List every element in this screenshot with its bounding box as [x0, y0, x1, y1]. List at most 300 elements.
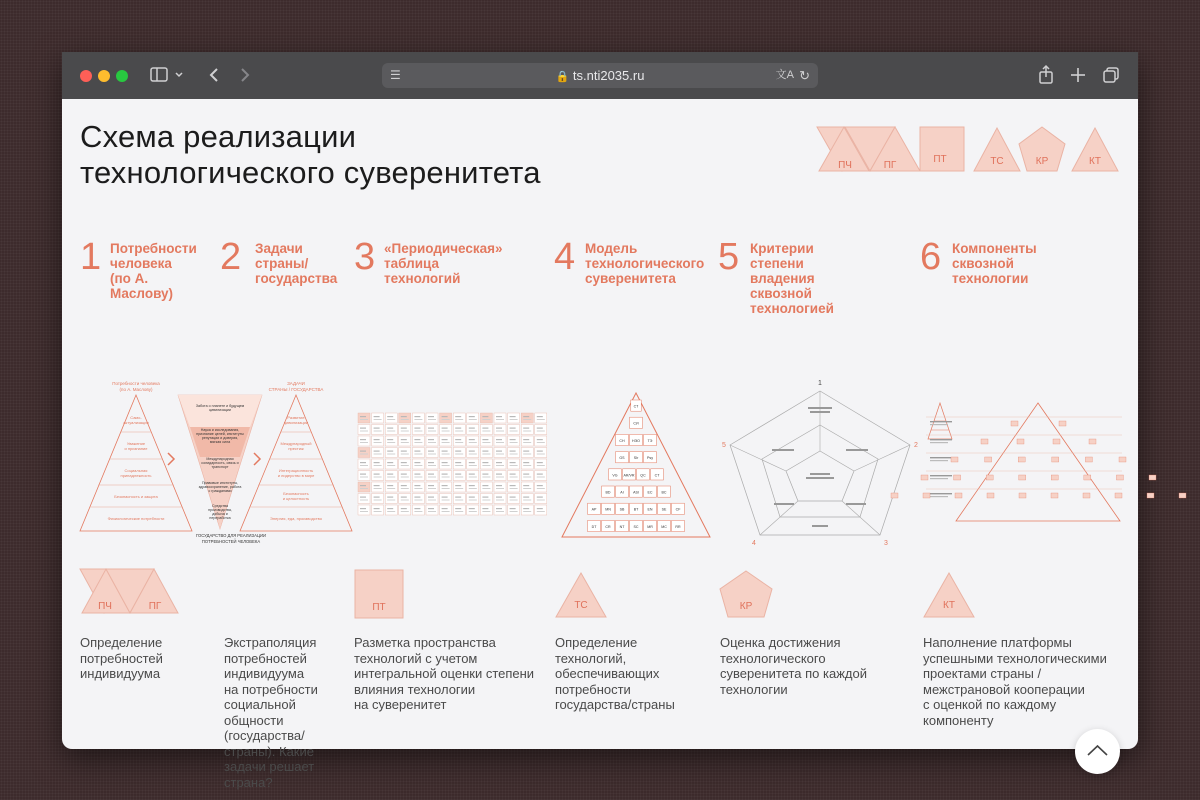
cell-text-placeholder: [455, 454, 463, 455]
table-cell: [412, 505, 424, 515]
cell-text-placeholder: [387, 488, 395, 489]
table-cell: [412, 425, 424, 435]
table-cell: [535, 494, 547, 504]
cell-text-placeholder: [387, 465, 395, 466]
step-title: [384, 241, 503, 286]
cell-text-placeholder: [496, 485, 502, 486]
table-cell: [508, 494, 520, 504]
share-icon[interactable]: [1038, 64, 1054, 86]
translate-icon[interactable]: 文A: [775, 69, 794, 81]
desc-line: с оценкой по каждому: [923, 697, 1057, 712]
element-label: DT: [591, 524, 597, 529]
component-cell: [1089, 439, 1096, 444]
back-icon[interactable]: [207, 64, 221, 86]
cell-text-placeholder: [510, 431, 518, 432]
component-cell: [1053, 439, 1060, 444]
sidebar-icon[interactable]: [150, 64, 186, 86]
cell-text-placeholder: [523, 451, 529, 452]
center-text: мягкая сила: [209, 440, 231, 444]
table-cell: [412, 459, 424, 469]
element-label: NT: [619, 524, 625, 529]
text-placeholder: [774, 503, 794, 505]
component-cell: [955, 493, 962, 498]
cell-text-placeholder: [360, 428, 366, 429]
cell-text-placeholder: [455, 442, 463, 443]
center-text: цивилизации: [209, 408, 231, 412]
component-cell: [1051, 493, 1058, 498]
diagram-footer: ПОТРЕБНОСТЕЙ ЧЕЛОВЕКА: [201, 539, 261, 544]
center-text: Средства: [212, 504, 228, 508]
chevron-up-icon: [1075, 729, 1120, 774]
cell-text-placeholder: [523, 500, 531, 501]
cell-text-placeholder: [428, 439, 434, 440]
cell-text-placeholder: [537, 451, 543, 452]
cell-text-placeholder: [374, 419, 382, 420]
forward-icon[interactable]: [238, 64, 252, 86]
cell-text-placeholder: [455, 428, 461, 429]
component-cell: [1019, 475, 1026, 480]
legend-label-ts: ТС: [990, 156, 1004, 167]
element-label: MN: [605, 507, 611, 512]
desc-line: потребностей: [80, 650, 163, 666]
table-cell: [480, 448, 492, 458]
desc-line: социальной: [224, 697, 296, 712]
desc-line: Разметка пространства: [354, 635, 496, 650]
element-label: AP: [591, 507, 597, 512]
table-cell: [480, 459, 492, 469]
table-cell: [521, 482, 533, 492]
step-title-line: человека: [110, 256, 172, 271]
center-text: с гражданами: [208, 489, 232, 493]
element-label: EC: [647, 490, 653, 495]
table-cell: [521, 436, 533, 446]
cell-text-placeholder: [414, 477, 422, 478]
cell-text-placeholder: [537, 477, 545, 478]
desc-line: страна?: [224, 774, 273, 790]
center-text: производства,: [208, 508, 232, 512]
cell-text-placeholder: [414, 474, 420, 475]
cell-text-placeholder: [387, 474, 393, 475]
pentagon-spoke: [854, 445, 910, 471]
cell-text-placeholder: [360, 508, 366, 509]
cell-text-placeholder: [510, 477, 518, 478]
text-placeholder: [810, 411, 830, 413]
table-cell: [521, 459, 533, 469]
cell-text-placeholder: [455, 465, 463, 466]
badge-label-ph: ПЧ: [98, 601, 112, 612]
cell-text-placeholder: [455, 431, 463, 432]
cell-text-placeholder: [414, 511, 422, 512]
right-level-text: Развитие: [287, 415, 305, 420]
step-4-description: [555, 635, 675, 713]
cell-text-placeholder: [442, 488, 450, 489]
table-cell: [358, 494, 370, 504]
table-cell: [426, 505, 438, 515]
cell-text-placeholder: [387, 500, 395, 501]
cell-text-placeholder: [537, 497, 543, 498]
desc-line: Оценка достижения: [720, 635, 841, 650]
legend-label-pg: ПГ: [883, 160, 897, 171]
badge-ts: [554, 571, 608, 619]
legend-label-kr: КР: [1035, 156, 1049, 167]
browser-toolbar: [62, 52, 1138, 99]
cell-text-placeholder: [469, 500, 477, 501]
cell-text-placeholder: [496, 497, 502, 498]
center-text: Международная: [206, 457, 234, 461]
cell-text-placeholder: [523, 462, 529, 463]
cell-text-placeholder: [537, 474, 543, 475]
step-3-description: [354, 635, 534, 713]
step-title-line: страны/: [255, 256, 309, 271]
cell-text-placeholder: [387, 462, 393, 463]
cell-text-placeholder: [510, 419, 518, 420]
cell-text-placeholder: [374, 474, 380, 475]
text-placeholder: [846, 449, 868, 451]
step-6-description: [923, 635, 1107, 728]
element-label: СИ: [633, 421, 639, 426]
cell-text-placeholder: [510, 428, 516, 429]
cell-text-placeholder: [496, 431, 504, 432]
cell-text-placeholder: [455, 497, 461, 498]
component-cell: [1018, 457, 1025, 462]
legend-label-ph: ПЧ: [838, 160, 852, 171]
pentagon-spoke: [730, 445, 786, 471]
table-cell: [440, 482, 452, 492]
left-level-text: Физиологические потребности: [107, 516, 165, 521]
cell-text-placeholder: [442, 442, 450, 443]
left-level-text: Безопасность и защита: [114, 494, 158, 499]
cell-text-placeholder: [414, 497, 420, 498]
cell-text-placeholder: [360, 485, 366, 486]
cell-text-placeholder: [442, 500, 450, 501]
cell-text-placeholder: [482, 477, 490, 478]
cell-text-placeholder: [523, 497, 529, 498]
table-cell: [480, 482, 492, 492]
cell-text-placeholder: [442, 454, 450, 455]
component-cell: [1115, 493, 1122, 498]
desc-line: индивидуума: [224, 666, 305, 681]
desc-line: влияния технологии: [354, 681, 476, 697]
table-cell: [508, 459, 520, 469]
table-cell: [385, 413, 397, 423]
component-cell: [1051, 475, 1058, 480]
cell-text-placeholder: [496, 416, 502, 417]
cell-text-placeholder: [523, 439, 529, 440]
cell-text-placeholder: [537, 442, 545, 443]
text-placeholder: [810, 473, 830, 475]
cell-text-placeholder: [537, 488, 545, 489]
legend-shapes: [817, 125, 1122, 175]
desc-line: технологического: [720, 650, 826, 666]
table-cell: [467, 436, 479, 446]
browser-window: [62, 52, 1138, 790]
center-text: признание целей, институты: [196, 432, 244, 436]
cell-text-placeholder: [442, 416, 448, 417]
left-head-1: Потребности человека: [112, 381, 160, 386]
row-label-placeholder: [930, 442, 948, 443]
step-title-line: суверенитета: [585, 271, 676, 286]
table-cell: [494, 448, 506, 458]
cell-text-placeholder: [510, 439, 516, 440]
cell-text-placeholder: [387, 485, 393, 486]
cell-text-placeholder: [455, 500, 463, 501]
vertex-label: 1: [818, 380, 822, 387]
pentagon-spoke: [760, 501, 798, 535]
cell-text-placeholder: [537, 508, 543, 509]
desc-line: технологий,: [555, 650, 627, 666]
table-cell: [480, 505, 492, 515]
table-cell: [358, 505, 370, 515]
center-text: репутации и доверия,: [201, 436, 239, 440]
element-label: CT: [654, 473, 660, 478]
table-cell: [385, 459, 397, 469]
cell-text-placeholder: [428, 465, 436, 466]
table-cell: [440, 494, 452, 504]
cell-text-placeholder: [374, 511, 382, 512]
cell-text-placeholder: [401, 439, 407, 440]
table-cell: [412, 436, 424, 446]
table-cell: [508, 448, 520, 458]
element-label: SC: [633, 524, 639, 529]
cell-text-placeholder: [360, 462, 366, 463]
cell-text-placeholder: [523, 488, 531, 489]
table-cell: [453, 425, 465, 435]
step-number: 3: [354, 236, 376, 278]
table-cell: [372, 494, 384, 504]
cell-text-placeholder: [469, 488, 477, 489]
component-rows: [891, 417, 1186, 498]
cell-text-placeholder: [510, 454, 518, 455]
cell-text-placeholder: [414, 454, 422, 455]
table-cell: [535, 413, 547, 423]
page-content: [62, 99, 1138, 790]
cell-text-placeholder: [537, 419, 545, 420]
cell-text-placeholder: [374, 442, 382, 443]
cell-text-placeholder: [442, 497, 448, 498]
table-cell: [494, 471, 506, 481]
table-cell: [358, 436, 370, 446]
table-cell: [426, 436, 438, 446]
cell-text-placeholder: [469, 431, 477, 432]
cell-text-placeholder: [360, 488, 368, 489]
cell-text-placeholder: [469, 497, 475, 498]
desc-line: государства/страны: [555, 697, 675, 712]
desc-line: общности: [224, 712, 284, 728]
row-label-placeholder: [930, 421, 952, 422]
step-title-line: Маслову): [110, 286, 174, 301]
minimize-window-button[interactable]: [98, 70, 110, 82]
legend-label-kt: КТ: [1089, 156, 1101, 167]
table-cell: [480, 494, 492, 504]
table-cell: [508, 482, 520, 492]
cell-text-placeholder: [442, 485, 448, 486]
left-level-text: Социальная: [124, 468, 148, 473]
reader-icon[interactable]: ☰: [390, 68, 401, 82]
maximize-window-button[interactable]: [116, 70, 128, 82]
table-cell: [535, 459, 547, 469]
element-label: ASI: [633, 490, 639, 495]
cell-text-placeholder: [401, 474, 407, 475]
cell-text-placeholder: [401, 497, 407, 498]
cell-text-placeholder: [414, 428, 420, 429]
table-cell: [412, 494, 424, 504]
text-placeholder: [846, 503, 866, 505]
cell-text-placeholder: [537, 439, 543, 440]
step-title-line: владения сквозной: [750, 271, 815, 301]
cell-text-placeholder: [374, 451, 380, 452]
table-cell: [385, 425, 397, 435]
table-cell: [385, 482, 397, 492]
cell-text-placeholder: [469, 511, 477, 512]
cell-text-placeholder: [360, 419, 368, 420]
cell-text-placeholder: [496, 474, 502, 475]
cell-text-placeholder: [469, 465, 477, 466]
component-cell: [1083, 493, 1090, 498]
element-label: ТЭ: [647, 438, 653, 443]
cell-text-placeholder: [482, 419, 490, 420]
cell-text-placeholder: [414, 416, 420, 417]
cell-text-placeholder: [360, 454, 368, 455]
cell-text-placeholder: [387, 454, 395, 455]
cell-text-placeholder: [510, 485, 516, 486]
step-title: [255, 241, 337, 286]
desc-line: на суверенитет: [354, 697, 447, 712]
cell-text-placeholder: [387, 419, 395, 420]
table-cell: [494, 436, 506, 446]
cell-text-placeholder: [387, 497, 393, 498]
table-cell: [399, 494, 411, 504]
right-level-text: престиж: [288, 446, 304, 451]
table-cell: [453, 505, 465, 515]
tab-overview-icon[interactable]: [1102, 64, 1120, 86]
cell-text-placeholder: [414, 431, 422, 432]
desc-line: задачи решает: [224, 759, 315, 774]
table-cell: [467, 448, 479, 458]
new-tab-icon[interactable]: [1070, 64, 1086, 86]
url-text: ts.nti2035.ru: [572, 68, 645, 83]
cell-text-placeholder: [442, 474, 448, 475]
table-cell: [467, 482, 479, 492]
element-label: AI: [620, 490, 624, 495]
component-cell: [951, 457, 958, 462]
cell-text-placeholder: [482, 428, 488, 429]
cell-text-placeholder: [482, 462, 488, 463]
badge-label-pt: ПТ: [372, 602, 386, 613]
table-cell: [453, 471, 465, 481]
vertex-label: 5: [722, 442, 726, 449]
cell-text-placeholder: [401, 465, 409, 466]
element-label: QC: [640, 473, 646, 478]
close-window-button[interactable]: [80, 70, 92, 82]
sovereignty-pyramid-cells: [588, 400, 685, 532]
address-bar[interactable]: [382, 63, 818, 88]
cell-text-placeholder: [360, 439, 366, 440]
table-cell: [412, 482, 424, 492]
cell-text-placeholder: [537, 454, 545, 455]
table-cell: [358, 425, 370, 435]
table-cell: [521, 425, 533, 435]
table-cell: [372, 448, 384, 458]
cell-text-placeholder: [442, 439, 448, 440]
scroll-to-top-button[interactable]: [1075, 729, 1120, 774]
cell-text-placeholder: [510, 511, 518, 512]
cell-text-placeholder: [523, 511, 531, 512]
vertex-label: 2: [914, 442, 918, 449]
cell-text-placeholder: [401, 477, 409, 478]
cell-text-placeholder: [414, 439, 420, 440]
cell-text-placeholder: [496, 488, 504, 489]
cell-text-placeholder: [510, 462, 516, 463]
cell-text-placeholder: [510, 442, 518, 443]
table-cell: [480, 436, 492, 446]
cell-text-placeholder: [442, 508, 448, 509]
table-cell: [440, 425, 452, 435]
reload-icon[interactable]: ↻: [799, 68, 810, 83]
desc-line: Экстраполяция: [224, 635, 317, 650]
cell-text-placeholder: [401, 416, 407, 417]
cell-text-placeholder: [401, 419, 409, 420]
pentagon-spoke: [842, 501, 880, 535]
cell-text-placeholder: [455, 474, 461, 475]
cell-text-placeholder: [455, 488, 463, 489]
center-text: транспорт: [211, 465, 229, 469]
cell-text-placeholder: [496, 465, 504, 466]
element-label: Psy: [647, 456, 653, 461]
element-label: AR/VR: [623, 473, 635, 478]
cell-text-placeholder: [387, 416, 393, 417]
cell-text-placeholder: [360, 477, 368, 478]
cell-text-placeholder: [537, 428, 543, 429]
cell-text-placeholder: [482, 454, 490, 455]
cell-text-placeholder: [510, 508, 516, 509]
step-title-line: «Периодическая»: [384, 241, 503, 256]
large-pyramid: [956, 403, 1120, 521]
cell-text-placeholder: [414, 451, 420, 452]
table-cell: [535, 482, 547, 492]
table-cell: [440, 471, 452, 481]
center-text: солидарность, связь и: [201, 461, 239, 465]
right-level-text: Безопасность: [283, 491, 309, 496]
step-number: 4: [554, 236, 576, 278]
table-cell: [412, 413, 424, 423]
cell-text-placeholder: [510, 488, 518, 489]
cell-text-placeholder: [442, 451, 448, 452]
cell-text-placeholder: [360, 431, 368, 432]
cell-text-placeholder: [510, 474, 516, 475]
step-title-line: Компоненты сквозной: [952, 241, 1037, 271]
cell-text-placeholder: [510, 500, 518, 501]
row-label-placeholder: [930, 439, 952, 440]
cell-text-placeholder: [387, 439, 393, 440]
cell-text-placeholder: [523, 477, 531, 478]
cell-text-placeholder: [482, 416, 488, 417]
cell-text-placeholder: [482, 488, 490, 489]
table-cell: [385, 436, 397, 446]
cell-text-placeholder: [442, 511, 450, 512]
lock-icon: 🔒: [555, 71, 570, 83]
component-cell: [921, 475, 928, 480]
table-cell: [535, 425, 547, 435]
cell-text-placeholder: [374, 462, 380, 463]
cell-text-placeholder: [455, 485, 461, 486]
chevron-right-icon: [254, 453, 260, 465]
vertex-label: 4: [752, 540, 756, 547]
table-cell: [535, 436, 547, 446]
table-cell: [426, 413, 438, 423]
desc-line: Определение: [555, 635, 638, 650]
right-level-text: и лидерство в мире: [277, 473, 315, 478]
cell-text-placeholder: [523, 431, 531, 432]
